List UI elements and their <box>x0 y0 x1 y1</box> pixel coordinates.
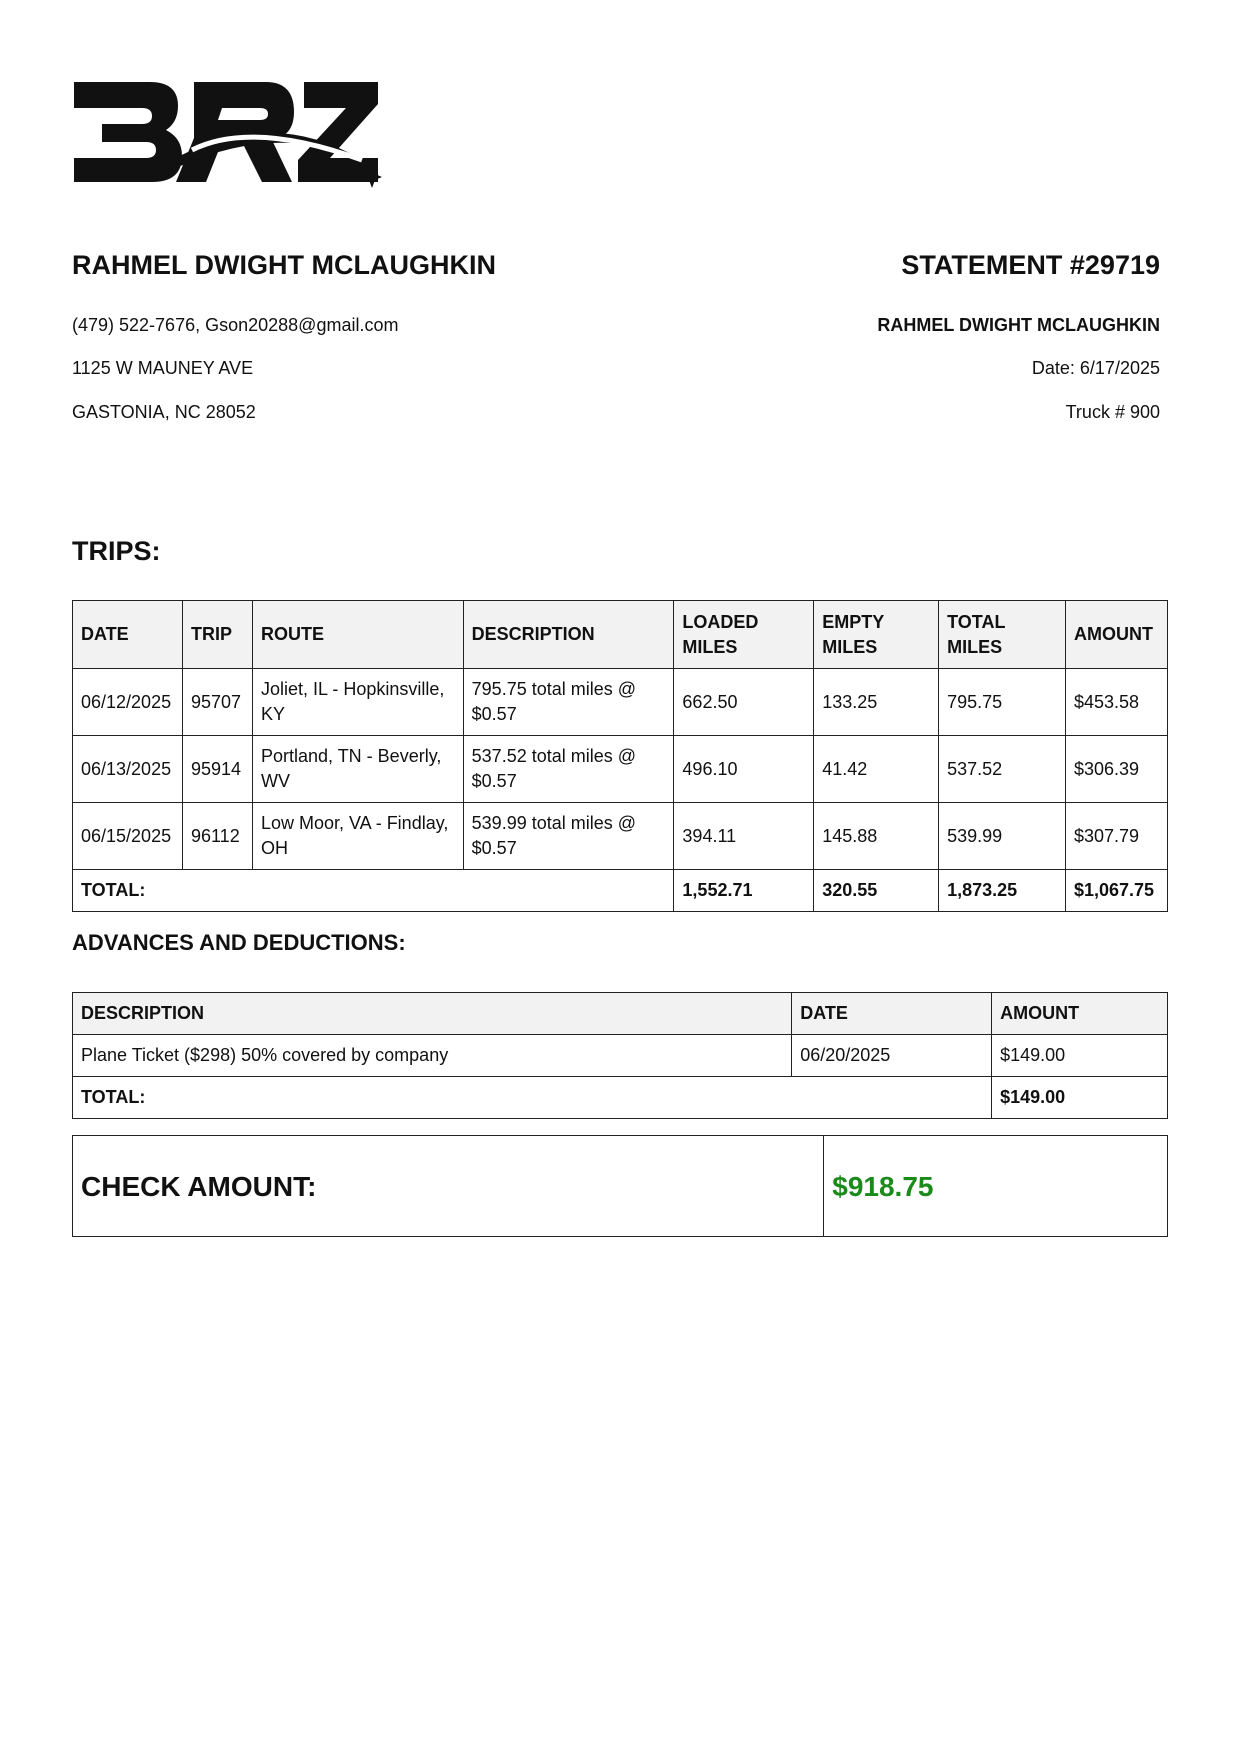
col-amount: AMOUNT <box>1065 601 1167 669</box>
check-amount-value: $918.75 <box>824 1136 1168 1237</box>
cell-amount: $306.39 <box>1065 736 1167 803</box>
cell-description: 795.75 total miles @ $0.57 <box>463 669 674 736</box>
cell-route: Low Moor, VA - Findlay, OH <box>252 803 463 870</box>
total-loaded-miles: 1,552.71 <box>674 870 814 912</box>
advances-total-row <box>73 1077 1168 1119</box>
driver-contact: (479) 522-7676, Gson20288@gmail.com <box>72 315 399 335</box>
cell-adv-amount: $149.00 <box>992 1035 1168 1077</box>
cell-empty-miles: 133.25 <box>814 669 939 736</box>
advances-total-amount: $149.00 <box>992 1077 1168 1119</box>
brz-logo <box>72 80 382 192</box>
cell-loaded-miles: 394.11 <box>674 803 814 870</box>
check-amount-label: CHECK AMOUNT: <box>73 1136 824 1237</box>
col-date: DATE <box>73 601 183 669</box>
trips-total-row <box>73 870 1168 912</box>
cell-trip: 96112 <box>182 803 252 870</box>
trips-title: TRIPS: <box>72 536 161 566</box>
total-total-miles: 1,873.25 <box>939 870 1066 912</box>
statement-title: STATEMENT #29719 <box>901 250 1160 280</box>
table-row <box>73 736 1168 803</box>
cell-total-miles: 795.75 <box>939 669 1066 736</box>
cell-amount: $453.58 <box>1065 669 1167 736</box>
driver-address-line1: 1125 W MAUNEY AVE <box>72 358 254 378</box>
total-empty-miles: 320.55 <box>814 870 939 912</box>
cell-trip: 95707 <box>182 669 252 736</box>
driver-info <box>72 250 632 422</box>
cell-empty-miles: 41.42 <box>814 736 939 803</box>
cell-description: 539.99 total miles @ $0.57 <box>463 803 674 870</box>
statement-date: Date: 6/17/2025 <box>1031 358 1160 378</box>
cell-empty-miles: 145.88 <box>814 803 939 870</box>
table-row <box>73 1035 1168 1077</box>
statement-name: RAHMEL DWIGHT MCLAUGHKIN <box>877 315 1160 335</box>
col-trip: TRIP <box>182 601 252 669</box>
check-amount-row <box>73 1136 1168 1237</box>
cell-trip: 95914 <box>182 736 252 803</box>
cell-total-miles: 537.52 <box>939 736 1066 803</box>
trips-table <box>72 600 1168 912</box>
col-adv-amount: AMOUNT <box>992 993 1168 1035</box>
col-adv-description: DESCRIPTION <box>73 993 792 1035</box>
statement-truck: Truck # 900 <box>1065 402 1160 422</box>
col-loaded-miles: LOADED MILES <box>674 601 814 669</box>
cell-total-miles: 539.99 <box>939 803 1066 870</box>
driver-address-line2: GASTONIA, NC 28052 <box>72 402 256 422</box>
total-amount: $1,067.75 <box>1065 870 1167 912</box>
cell-loaded-miles: 496.10 <box>674 736 814 803</box>
col-description: DESCRIPTION <box>463 601 674 669</box>
advances-total-label: TOTAL: <box>73 1077 992 1119</box>
col-adv-date: DATE <box>792 993 992 1035</box>
cell-route: Portland, TN - Beverly, WV <box>252 736 463 803</box>
cell-loaded-miles: 662.50 <box>674 669 814 736</box>
col-total-miles: TOTAL MILES <box>939 601 1066 669</box>
cell-route: Joliet, IL - Hopkinsville, KY <box>252 669 463 736</box>
col-empty-miles: EMPTY MILES <box>814 601 939 669</box>
col-route: ROUTE <box>252 601 463 669</box>
cell-date: 06/15/2025 <box>73 803 183 870</box>
cell-adv-date: 06/20/2025 <box>792 1035 992 1077</box>
advances-table <box>72 992 1168 1119</box>
cell-date: 06/13/2025 <box>73 736 183 803</box>
cell-adv-description: Plane Ticket ($298) 50% covered by company <box>73 1035 792 1077</box>
advances-title: ADVANCES AND DEDUCTIONS: <box>72 930 406 955</box>
advances-header-row <box>73 993 1168 1035</box>
table-row <box>73 803 1168 870</box>
statement-info <box>600 250 1160 422</box>
cell-description: 537.52 total miles @ $0.57 <box>463 736 674 803</box>
cell-date: 06/12/2025 <box>73 669 183 736</box>
trips-total-label: TOTAL: <box>73 870 674 912</box>
check-amount-box <box>72 1135 1168 1237</box>
table-row <box>73 669 1168 736</box>
trips-header-row <box>73 601 1168 669</box>
driver-name: RAHMEL DWIGHT MCLAUGHKIN <box>72 250 496 280</box>
cell-amount: $307.79 <box>1065 803 1167 870</box>
